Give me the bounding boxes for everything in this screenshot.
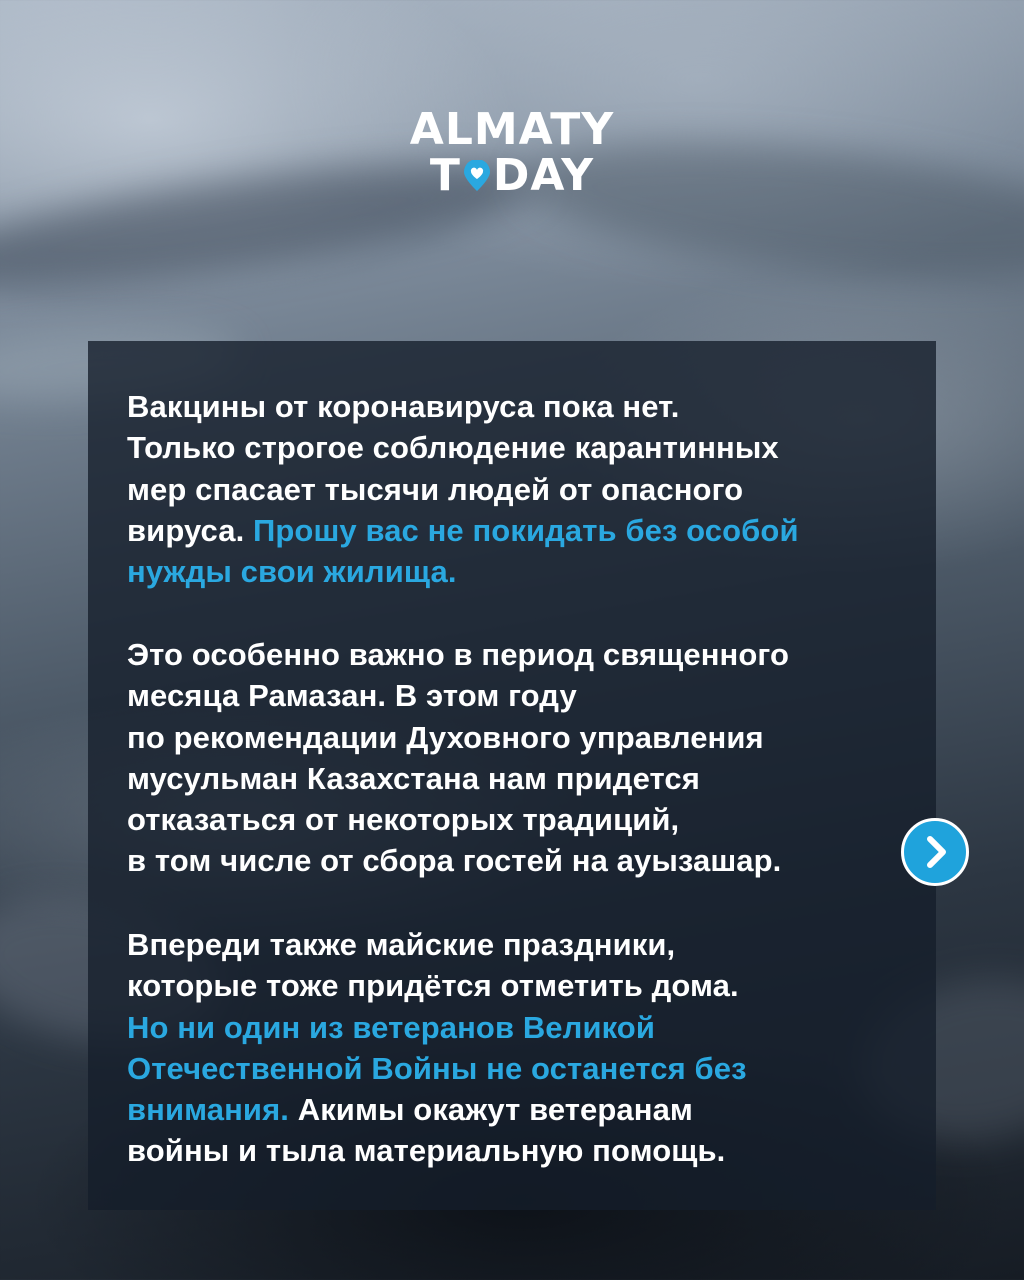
- body-text: войны и тыла материальную помощь.: [127, 1133, 726, 1169]
- logo-line-almaty: ALMATY: [409, 104, 615, 155]
- heart-pin-icon: [462, 160, 492, 192]
- text-line: [127, 924, 907, 965]
- text-line: [127, 386, 907, 427]
- highlighted-text: внимания.: [127, 1092, 298, 1128]
- body-text: вируса.: [127, 512, 253, 548]
- highlighted-text: нужды свои жилища.: [127, 554, 457, 590]
- body-text: которые тоже придётся отметить дома.: [127, 968, 739, 1004]
- text-line: [127, 427, 907, 468]
- text-line: [127, 799, 907, 840]
- body-text: Это особенно важно в период священного: [127, 637, 790, 672]
- text-line: [127, 551, 907, 592]
- paragraph-2: [127, 634, 907, 882]
- body-text: Вакцины от коронавируса пока нет.: [127, 389, 680, 424]
- paragraph-1: [127, 386, 907, 592]
- chevron-right-icon: [904, 821, 966, 883]
- highlighted-text: Прошу вас не покидать без особой: [253, 512, 799, 548]
- body-text: мер спасает тысячи людей от опасного: [127, 471, 744, 507]
- body-text: по рекомендации Духовного управления: [127, 719, 764, 755]
- body-text: месяца Рамазан. В этом году: [127, 678, 577, 714]
- text-line: [127, 469, 907, 510]
- paragraph-3: [127, 924, 907, 1172]
- body-text: Только строгое соблюдение карантинных: [127, 430, 779, 466]
- logo-line-today: [0, 150, 1024, 201]
- text-line: [127, 840, 907, 881]
- body-text: Акимы окажут ветеранам: [297, 1092, 693, 1128]
- text-line: [127, 1048, 907, 1089]
- logo-letter-t: T: [429, 150, 461, 201]
- text-line: [127, 1130, 907, 1171]
- body-text: Впереди также майские праздники,: [127, 927, 676, 962]
- body-text: мусульман Казахстана нам придется: [127, 760, 700, 796]
- text-line: [127, 758, 907, 799]
- text-line: [127, 1007, 907, 1048]
- text-line: [127, 717, 907, 758]
- almaty-today-logo: [0, 104, 1024, 201]
- text-line: [127, 1089, 907, 1130]
- text-line: [127, 634, 907, 675]
- body-text: в том числе от сбора гостей на ауызашар.: [127, 843, 782, 879]
- text-line: [127, 675, 907, 716]
- next-slide-button[interactable]: [901, 818, 969, 886]
- text-line: [127, 510, 907, 551]
- body-text: отказаться от некоторых традиций,: [127, 802, 680, 838]
- logo-letters-day: DAY: [492, 150, 595, 201]
- text-line: [127, 965, 907, 1006]
- highlighted-text: Отечественной Войны не останется без: [127, 1050, 747, 1086]
- highlighted-text: Но ни один из ветеранов Великой: [127, 1009, 655, 1045]
